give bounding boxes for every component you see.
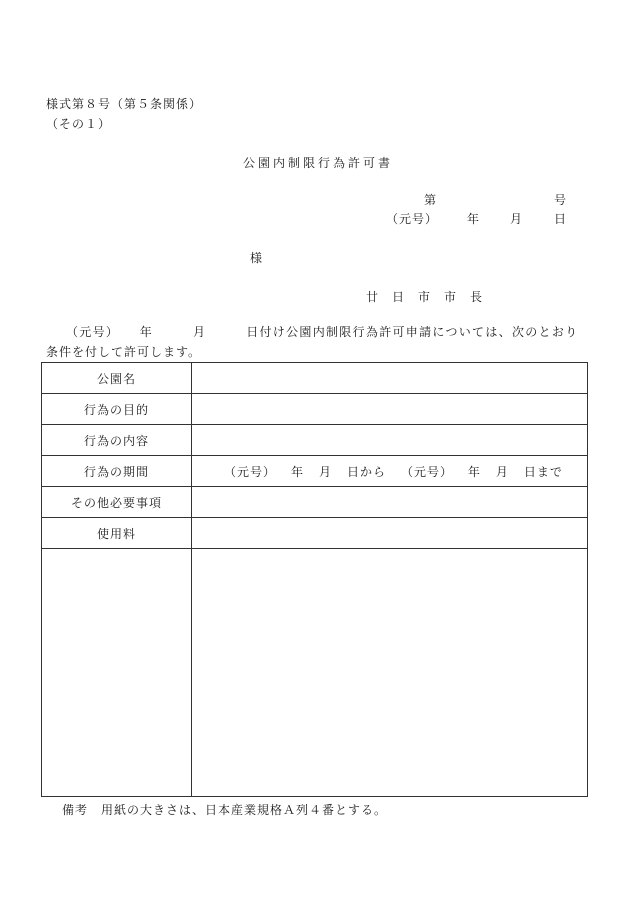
form-number: 様式第８号（第５条関係） bbox=[46, 97, 203, 111]
blank-cell-left bbox=[42, 549, 192, 797]
permit-table bbox=[41, 362, 588, 797]
document-title: 公園内制限行為許可書 bbox=[243, 156, 394, 170]
period-to-month: 月 bbox=[495, 464, 509, 479]
form-sub-number: （その１） bbox=[46, 117, 112, 131]
number-dai: 第 bbox=[424, 193, 438, 207]
table-label-fee: 使用料 bbox=[42, 518, 192, 549]
period-from-year: 年 bbox=[290, 464, 304, 479]
body-text-line-1: （元号） 年 月 日付け公園内制限行為許可申請については、次のとおり bbox=[66, 325, 579, 339]
period-from-month: 月 bbox=[318, 464, 332, 479]
table-row bbox=[42, 518, 588, 549]
date-day: 日 bbox=[554, 212, 568, 226]
table-value-content bbox=[192, 425, 588, 456]
table-row bbox=[42, 425, 588, 456]
table-label-other: その他必要事項 bbox=[42, 487, 192, 518]
period-from-day: 日から bbox=[346, 464, 386, 479]
period-line bbox=[192, 463, 587, 480]
period-from-era: （元号） bbox=[224, 464, 277, 479]
table-row bbox=[42, 394, 588, 425]
period-to-day: 日まで bbox=[523, 464, 563, 479]
date-era: （元号） bbox=[386, 212, 439, 226]
table-value-fee bbox=[192, 518, 588, 549]
table-label-park-name: 公園名 bbox=[42, 363, 192, 394]
remarks-note: 備考 用紙の大きさは、日本産業規格Ａ列４番とする。 bbox=[62, 803, 388, 817]
date-month: 月 bbox=[510, 212, 524, 226]
recipient-suffix: 様 bbox=[250, 251, 264, 265]
table-row bbox=[42, 487, 588, 518]
table-value-period bbox=[192, 456, 588, 487]
table-label-period: 行為の期間 bbox=[42, 456, 192, 487]
blank-cell-right bbox=[192, 549, 588, 797]
table-value-other bbox=[192, 487, 588, 518]
period-to-year: 年 bbox=[467, 464, 481, 479]
period-to-era: （元号） bbox=[400, 464, 453, 479]
table-row bbox=[42, 456, 588, 487]
table-label-purpose: 行為の目的 bbox=[42, 394, 192, 425]
table-value-park-name bbox=[192, 363, 588, 394]
table-label-content: 行為の内容 bbox=[42, 425, 192, 456]
number-go: 号 bbox=[554, 193, 568, 207]
body-text-line-2: 条件を付して許可します。 bbox=[46, 345, 202, 359]
issuer: 廿 日 市 市 長 bbox=[366, 290, 484, 304]
table-row bbox=[42, 363, 588, 394]
table-row-blank bbox=[42, 549, 588, 797]
date-year: 年 bbox=[467, 212, 481, 226]
table-value-purpose bbox=[192, 394, 588, 425]
